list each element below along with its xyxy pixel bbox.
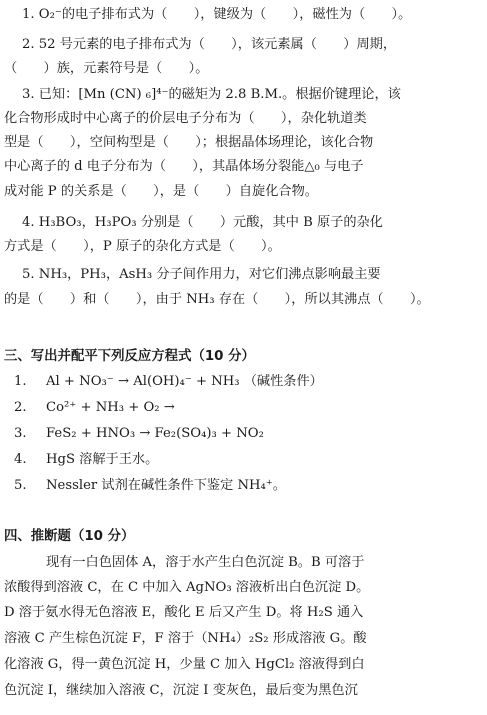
equation-2	[14, 399, 175, 417]
question-5-line-2: 的是（ ）和（ ），由于 NH₃ 存在（ ），所以其沸点（ ）。	[4, 292, 430, 307]
equation-4-number: 4.	[14, 452, 27, 467]
question-3-line-1: 3. 已知：[Mn (CN) ₆]⁴⁻的磁矩为 2.8 B.M.。根据价键理论，该	[22, 87, 401, 102]
question-2-line-1: 2. 52 号元素的电子排布式为（ ），该元素属（ ）周期，	[22, 37, 397, 52]
equation-1-text: Al + NO₃⁻ → Al(OH)₄⁻ + NH₃ （碱性条件）	[46, 374, 323, 389]
question-3-line-2: 化合物形成时中心离子的价层电子分布为（ ），杂化轨道类	[4, 111, 367, 126]
equation-5	[14, 477, 286, 495]
question-2-line-2: （ ）族，元素符号是（ ）。	[4, 61, 209, 76]
section-3-title: 三、写出并配平下列反应方程式（10 分）	[4, 349, 255, 364]
section-4-title: 四、推断题（10 分）	[4, 529, 135, 544]
equation-4	[14, 451, 158, 469]
question-5-line-1: 5. NH₃，PH₃，AsH₃ 分子间作用力，对它们沸点影响最主要	[22, 267, 381, 282]
equation-1-number: 1.	[14, 374, 27, 389]
equation-4-text: HgS 溶解于王水。	[46, 452, 159, 467]
equation-2-text: Co²⁺ + NH₃ + O₂ →	[46, 400, 175, 415]
paragraph-line-1: 现有一白色固体 A，溶于水产生白色沉淀 B。B 可溶于	[46, 555, 365, 570]
equation-3-text: FeS₂ + HNO₃ → Fe₂(SO₄)₃ + NO₂	[46, 426, 264, 441]
question-3-line-5: 成对能 P 的关系是（ ），是（ ）自旋化合物。	[4, 184, 318, 199]
paragraph-line-3: D 溶于氨水得无色溶液 E，酸化 E 后又产生 D。将 H₂S 通入	[4, 605, 364, 620]
equation-1	[14, 373, 323, 391]
paragraph-line-5: 化溶液 G，得一黄色沉淀 H，少量 C 加入 HgCl₂ 溶液得到白	[4, 657, 365, 672]
equation-3	[14, 425, 264, 443]
equation-2-number: 2.	[14, 400, 27, 415]
question-3-line-4: 中心离子的 d 电子分布为（ ），其晶体场分裂能△₀ 与电子	[4, 159, 364, 174]
question-4-line-1: 4. H₃BO₃，H₃PO₃ 分别是（ ）元酸，其中 B 原子的杂化	[22, 215, 383, 230]
paragraph-line-4: 溶液 C 产生棕色沉淀 F，F 溶于（NH₄）₂S₂ 形成溶液 G。酸	[4, 631, 367, 646]
equation-5-number: 5.	[14, 478, 27, 493]
equation-5-text: Nessler 试剂在碱性条件下鉴定 NH₄⁺。	[46, 478, 286, 493]
paragraph-line-6: 色沉淀 I，继续加入溶液 C，沉淀 I 变灰色，最后变为黑色沉	[4, 683, 358, 698]
question-3-line-3: 型是（ ），空间构型是（ ）；根据晶体场理论，该化合物	[4, 135, 374, 150]
question-1-line-1: 1. O₂⁻的电子排布式为（ ），键级为（ ），磁性为（ ）。	[22, 7, 412, 22]
question-4-line-2: 方式是（ ），P 原子的杂化方式是（ ）。	[4, 239, 281, 254]
equation-3-number: 3.	[14, 426, 27, 441]
paragraph-line-2: 浓酸得到溶液 C，在 C 中加入 AgNO₃ 溶液析出白色沉淀 D。	[4, 580, 370, 595]
